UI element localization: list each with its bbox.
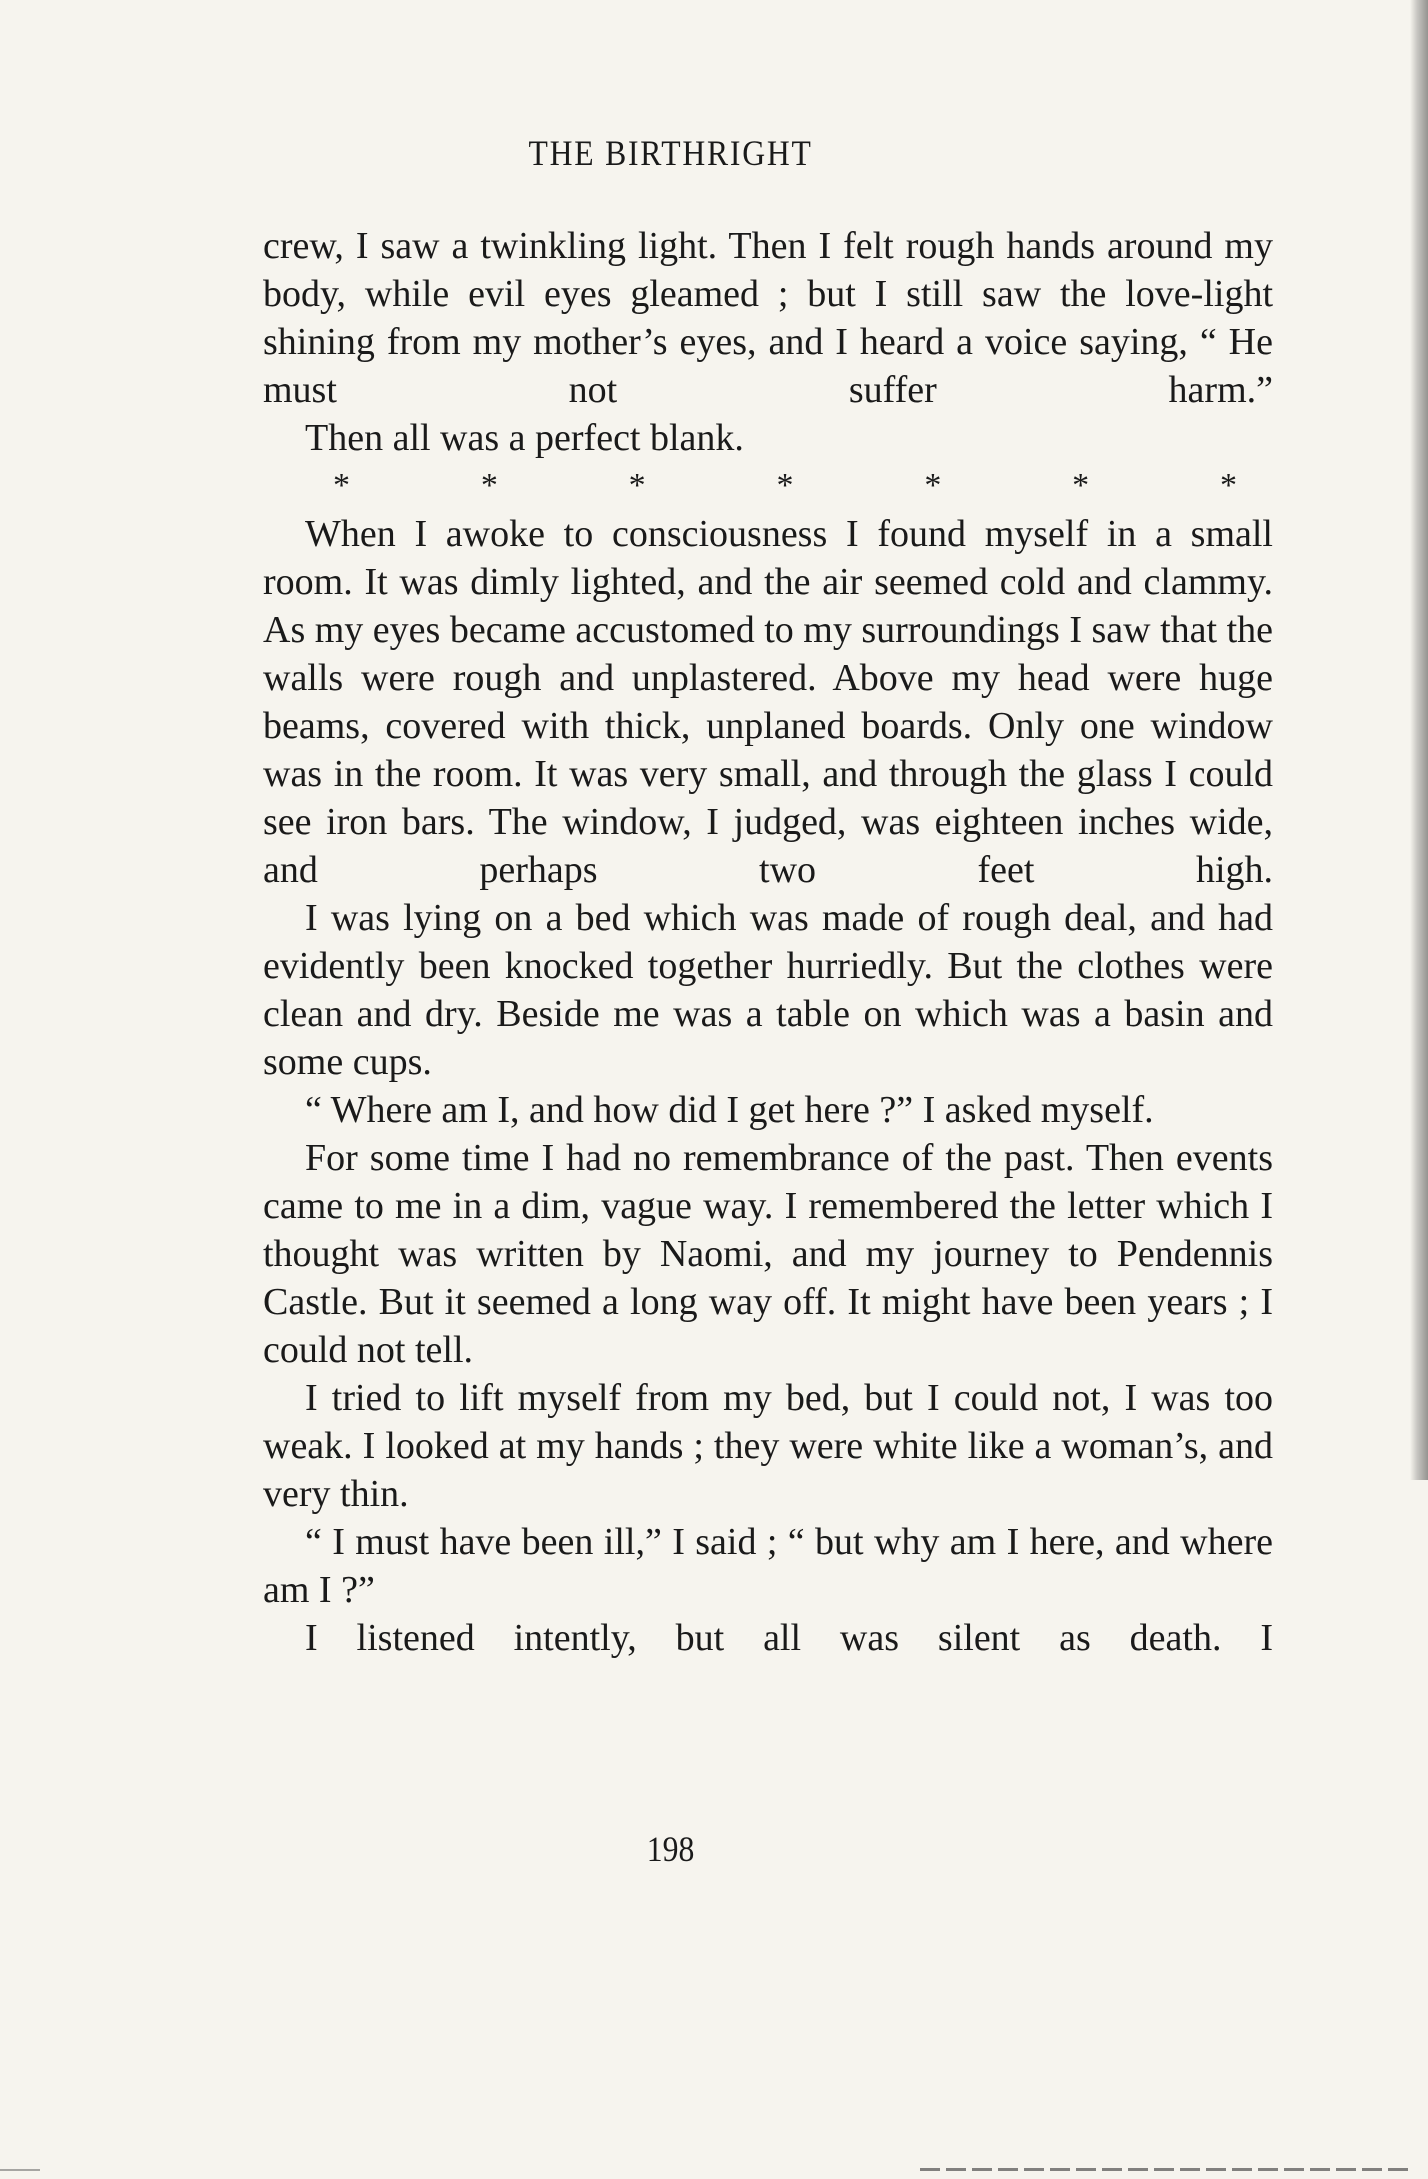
- asterisk: *: [924, 467, 942, 504]
- paragraph-2: Then all was a perfect blank.: [305, 417, 744, 459]
- paragraph-7: I tried to lift myself from my bed, but I could not, I was too weak. I looked at my hands ; they were white like a woman’s, and very thin.: [263, 1377, 1273, 1515]
- paragraph-8: “ I must have been ill,” I said ; “ but why am I here, and where am I ?”: [263, 1521, 1273, 1611]
- asterisk: *: [628, 467, 646, 504]
- page-bottom-edge-left: [0, 2169, 40, 2171]
- asterisk: *: [480, 467, 498, 504]
- paragraph-5: “ Where am I, and how did I get here ?” I asked myself.: [305, 1089, 1154, 1131]
- asterisk: *: [333, 467, 350, 504]
- asterisk: *: [776, 467, 794, 504]
- asterisk: *: [1072, 467, 1090, 504]
- body-text: [263, 222, 1273, 1662]
- paragraph-9: I listened intently, but all was silent as death. I: [305, 1617, 1273, 1659]
- paragraph-3: When I awoke to consciousness I found myself in a small room. It was dimly lighted, and the air seemed cold and clammy. As my eyes became accustomed to my surroundings I saw that the walls were rough and unplastered. Above my head were huge beams, covered with thick, unplaned boards. Only one window was in the room. It was very small, and through the glass I could see iron bars. The window, I judged, was eighteen inches wide, and perhaps two feet high.: [263, 513, 1273, 891]
- page-number: 198: [646, 1829, 695, 1869]
- paragraph-4: I was lying on a bed which was made of rough deal, and had evidently been knocked together hurriedly. But the clothes were clean and dry. Beside me was a table on which was a basin and some cups.: [263, 897, 1273, 1083]
- asterisk: *: [1219, 467, 1237, 504]
- paragraph-6: For some time I had no remembrance of the past. Then events came to me in a dim, vague way. I remembered the letter which I thought was written by Naomi, and my journey to Pendennis Castle. But it seemed a long way off. It might have been years ; I could not tell.: [263, 1137, 1273, 1371]
- section-break: [263, 462, 1273, 510]
- running-header: THE BIRTHRIGHT: [528, 133, 813, 173]
- page-binding-edge: [1410, 0, 1428, 1480]
- page-bottom-edge: [920, 2168, 1410, 2171]
- paragraph-1: crew, I saw a twinkling light. Then I felt rough hands around my body, while evil eyes gleamed ; but I still saw the love-light shining from my mother’s eyes, and I heard a voice saying, “ He must not suffer harm.”: [263, 225, 1273, 411]
